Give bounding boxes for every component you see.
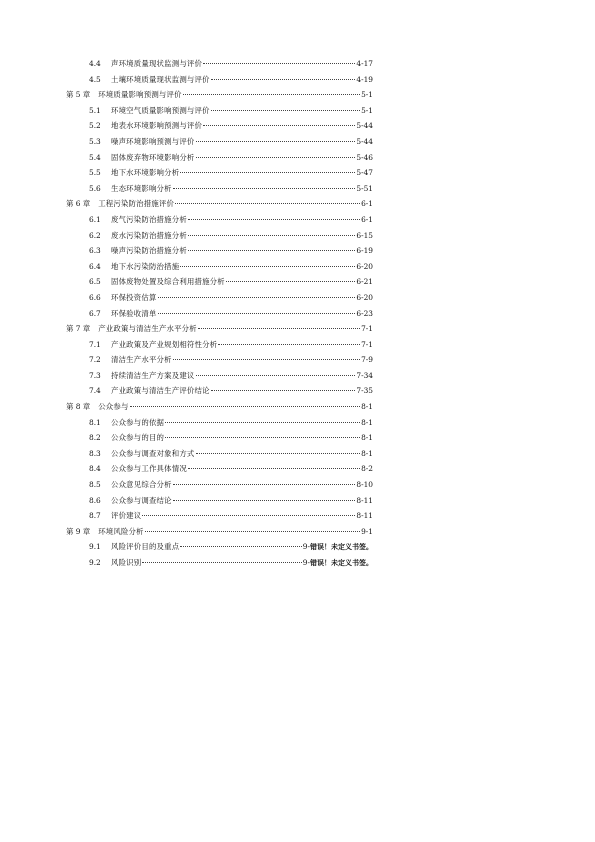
toc-section-entry[interactable]	[66, 56, 373, 72]
toc-entry-page	[361, 321, 373, 337]
toc-entry-page	[361, 337, 373, 353]
toc-entry-page	[356, 243, 373, 259]
toc-section-entry[interactable]	[66, 306, 373, 322]
toc-section-entry[interactable]	[66, 181, 373, 197]
toc-entry-title: 公众意见综合分析	[111, 480, 172, 490]
toc-chapter-entry[interactable]	[66, 196, 373, 212]
toc-page-number: 6-15	[356, 230, 373, 240]
toc-entry-page	[361, 103, 373, 119]
toc-page-number: 5-1	[361, 90, 373, 100]
toc-section-entry[interactable]	[66, 555, 373, 571]
toc-entry-title: 噪声环境影响预测与评价	[111, 136, 195, 146]
toc-page-number: 6-20	[356, 292, 373, 302]
toc-entry-title: 固体废弃物环境影响分析	[111, 152, 195, 162]
toc-entry-title: 评价建议	[111, 511, 142, 521]
toc-entry-number: 6.3	[89, 246, 101, 256]
toc-entry-title: 废气污染防治措施分析	[111, 214, 187, 224]
toc-page-number: 6-20	[356, 261, 373, 271]
toc-entry-number: 第 9 章	[66, 526, 91, 536]
toc-section-entry[interactable]	[66, 352, 373, 368]
toc-page-number: 8-1	[361, 402, 373, 412]
toc-page-number: 7-1	[361, 339, 373, 349]
toc-dot-leader	[158, 313, 356, 314]
toc-section-entry[interactable]	[66, 539, 373, 555]
toc-entry-page	[361, 87, 373, 103]
toc-section-entry[interactable]	[66, 118, 373, 134]
toc-entry-page	[356, 508, 373, 524]
toc-page-number: 8-1	[361, 448, 373, 458]
bookmark-error-text: 错误！未定义书签。	[310, 559, 373, 567]
toc-dot-leader	[196, 141, 356, 142]
toc-dot-leader	[203, 125, 355, 126]
toc-dot-leader	[183, 94, 360, 95]
toc-entry-page	[361, 352, 373, 368]
toc-dot-leader	[173, 484, 356, 485]
toc-dot-leader	[145, 531, 360, 532]
toc-dot-leader	[188, 219, 360, 220]
toc-dot-leader	[196, 157, 356, 158]
toc-section-entry[interactable]	[66, 165, 373, 181]
toc-chapter-entry[interactable]	[66, 321, 373, 337]
toc-entry-number: 8.2	[89, 433, 101, 443]
toc-dot-leader	[130, 406, 361, 407]
toc-page-number: 9-	[302, 558, 310, 567]
toc-dot-leader	[211, 79, 356, 80]
toc-entry-page	[356, 72, 373, 88]
toc-page-number: 5-51	[356, 183, 373, 193]
toc-entry-page	[356, 118, 373, 134]
toc-entry-page	[361, 399, 373, 415]
toc-entry-number: 7.3	[89, 370, 101, 380]
toc-section-entry[interactable]	[66, 508, 373, 524]
toc-page-number: 7-34	[356, 370, 373, 380]
toc-entry-title: 清洁生产水平分析	[111, 355, 172, 365]
toc-entry-title: 公众参与调查结论	[111, 495, 172, 505]
toc-page-number: 8-11	[356, 511, 373, 521]
toc-entry-title: 环境质量影响预测与评价	[98, 90, 182, 100]
toc-page-number: 8-10	[356, 480, 373, 490]
toc-dot-leader	[142, 515, 355, 516]
toc-page-number: 4-19	[356, 74, 373, 84]
toc-page-number: 8-11	[356, 495, 373, 505]
toc-section-entry[interactable]	[66, 72, 373, 88]
toc-entry-number: 5.1	[89, 105, 101, 115]
toc-entry-page	[303, 555, 373, 572]
toc-page-number: 6-23	[356, 308, 373, 318]
toc-page-number: 5-47	[356, 168, 373, 178]
toc-entry-page	[356, 228, 373, 244]
toc-dot-leader	[196, 375, 356, 376]
bookmark-error-text: 错误！未定义书签。	[310, 543, 373, 552]
toc-section-entry[interactable]	[66, 290, 373, 306]
toc-entry-title: 公众参与调查对象和方式	[111, 448, 195, 458]
toc-page-number: 6-19	[356, 246, 373, 256]
toc-entry-page	[361, 446, 373, 462]
toc-entry-number: 4.5	[89, 74, 101, 84]
toc-entry-number: 5.3	[89, 136, 101, 146]
toc-entry-number: 8.1	[89, 417, 101, 427]
toc-dot-leader	[165, 422, 360, 423]
toc-section-entry[interactable]	[66, 228, 373, 244]
table-of-contents	[66, 56, 373, 571]
toc-section-entry[interactable]	[66, 212, 373, 228]
toc-section-entry[interactable]	[66, 150, 373, 166]
toc-entry-page	[361, 430, 373, 446]
toc-dot-leader	[180, 266, 355, 267]
toc-dot-leader	[180, 172, 355, 173]
toc-section-entry[interactable]	[66, 477, 373, 493]
toc-entry-title: 产业政策及产业规划相符性分析	[111, 339, 218, 349]
toc-entry-page	[356, 274, 373, 290]
toc-entry-page	[356, 306, 373, 322]
toc-page-number: 5-44	[356, 136, 373, 146]
toc-section-entry[interactable]	[66, 103, 373, 119]
toc-entry-number: 8.4	[89, 464, 101, 474]
toc-entry-number: 5.5	[89, 168, 101, 178]
toc-entry-title: 公众参与	[98, 402, 129, 412]
toc-entry-page	[356, 165, 373, 181]
toc-entry-page	[303, 539, 373, 556]
toc-entry-title: 产业政策与清洁生产水平分析	[98, 324, 197, 334]
toc-entry-page	[356, 493, 373, 509]
toc-entry-page	[361, 524, 373, 540]
toc-section-entry[interactable]	[66, 461, 373, 477]
toc-page-number: 7-9	[361, 355, 373, 365]
toc-entry-number: 7.4	[89, 386, 101, 396]
toc-entry-page	[356, 150, 373, 166]
toc-entry-title: 环境风险分析	[98, 526, 144, 536]
toc-entry-page	[356, 290, 373, 306]
toc-section-entry[interactable]	[66, 368, 373, 384]
toc-entry-title: 土壤环境质量现状监测与评价	[111, 74, 210, 84]
toc-entry-number: 6.7	[89, 308, 101, 318]
toc-chapter-entry[interactable]	[66, 399, 373, 415]
toc-entry-number: 6.1	[89, 214, 101, 224]
toc-page-number: 4-17	[356, 59, 373, 68]
toc-entry-number: 第 6 章	[66, 199, 91, 209]
toc-dot-leader	[175, 203, 360, 204]
toc-entry-number: 7.2	[89, 355, 101, 365]
toc-entry-title: 持续清洁生产方案及建议	[111, 370, 195, 380]
toc-dot-leader	[226, 281, 356, 282]
toc-page-number: 5-44	[356, 121, 373, 131]
toc-page-number: 8-2	[361, 464, 373, 474]
toc-section-entry[interactable]	[66, 243, 373, 259]
toc-entry-title: 公众参与的依据	[111, 417, 165, 427]
toc-entry-title: 地表水环境影响预测与评价	[111, 121, 203, 131]
toc-entry-title: 声环境质量现状监测与评价	[111, 59, 203, 68]
toc-entry-title: 风险识别	[111, 558, 142, 567]
toc-entry-number: 第 7 章	[66, 324, 91, 334]
toc-entry-title: 风险评价目的及重点	[111, 542, 180, 552]
toc-page-number: 6-1	[361, 214, 373, 224]
toc-entry-number: 5.2	[89, 121, 101, 131]
toc-entry-number: 6.4	[89, 261, 101, 271]
toc-entry-page	[361, 415, 373, 431]
toc-entry-number: 8.7	[89, 511, 101, 521]
toc-entry-page	[356, 368, 373, 384]
toc-entry-title: 固体废物处置及综合利用措施分析	[111, 277, 225, 287]
toc-chapter-entry[interactable]	[66, 524, 373, 540]
toc-dot-leader	[142, 562, 301, 563]
toc-dot-leader	[188, 250, 355, 251]
toc-entry-number: 8.6	[89, 495, 101, 505]
toc-section-entry[interactable]	[66, 383, 373, 399]
toc-dot-leader	[196, 453, 361, 454]
toc-entry-title: 地下水污染防治措施	[111, 261, 180, 271]
toc-dot-leader	[203, 63, 355, 64]
toc-section-entry[interactable]	[66, 415, 373, 431]
toc-section-entry[interactable]	[66, 446, 373, 462]
toc-entry-page	[361, 212, 373, 228]
toc-entry-page	[356, 259, 373, 275]
toc-page-number: 6-21	[356, 277, 373, 287]
toc-dot-leader	[211, 110, 360, 111]
toc-entry-number: 6.2	[89, 230, 101, 240]
toc-entry-page	[356, 477, 373, 493]
toc-entry-number: 8.5	[89, 480, 101, 490]
toc-dot-leader	[173, 359, 360, 360]
toc-section-entry[interactable]	[66, 274, 373, 290]
toc-entry-number: 4.4	[89, 59, 101, 68]
toc-entry-title: 环保验收清单	[111, 308, 157, 318]
toc-dot-leader	[198, 328, 360, 329]
toc-dot-leader	[211, 390, 356, 391]
toc-entry-title: 公众参与工作具体情况	[111, 464, 187, 474]
toc-page-number: 7-35	[356, 386, 373, 396]
toc-section-entry[interactable]	[66, 337, 373, 353]
toc-entry-page	[361, 461, 373, 477]
toc-dot-leader	[188, 468, 360, 469]
toc-section-entry[interactable]	[66, 493, 373, 509]
toc-dot-leader	[158, 297, 356, 298]
toc-entry-page	[356, 181, 373, 197]
toc-page-number: 5-46	[356, 152, 373, 162]
toc-entry-number: 7.1	[89, 339, 101, 349]
toc-entry-title: 噪声污染防治措施分析	[111, 246, 187, 256]
toc-page-number: 9-	[302, 542, 310, 552]
toc-entry-title: 环境空气质量影响预测与评价	[111, 105, 210, 115]
toc-entry-title: 产业政策与清洁生产评价结论	[111, 386, 210, 396]
toc-page-number: 6-1	[361, 199, 373, 209]
toc-page-number: 5-1	[361, 105, 373, 115]
toc-entry-number: 5.6	[89, 183, 101, 193]
toc-entry-number: 6.6	[89, 292, 101, 302]
toc-page-number: 8-1	[361, 417, 373, 427]
toc-entry-page	[356, 134, 373, 150]
toc-dot-leader	[165, 437, 360, 438]
toc-section-entry[interactable]	[66, 259, 373, 275]
toc-entry-page	[361, 196, 373, 212]
toc-page-number: 7-1	[361, 324, 373, 334]
toc-dot-leader	[188, 235, 355, 236]
toc-section-entry[interactable]	[66, 134, 373, 150]
toc-entry-title: 地下水环境影响分析	[111, 168, 180, 178]
toc-dot-leader	[180, 546, 301, 547]
toc-page-number: 9-1	[361, 526, 373, 536]
toc-entry-page	[356, 56, 373, 72]
toc-entry-number: 5.4	[89, 152, 101, 162]
toc-entry-title: 工程污染防治措施评价	[98, 199, 175, 209]
toc-entry-number: 9.2	[89, 558, 101, 567]
toc-dot-leader	[173, 500, 356, 501]
toc-entry-number: 9.1	[89, 542, 101, 552]
toc-dot-leader	[218, 344, 360, 345]
toc-chapter-entry[interactable]	[66, 87, 373, 103]
toc-entry-number: 8.3	[89, 448, 101, 458]
toc-page-number: 8-1	[361, 433, 373, 443]
toc-dot-leader	[173, 188, 356, 189]
toc-entry-number: 6.5	[89, 277, 101, 287]
toc-entry-title: 公众参与的目的	[111, 433, 165, 443]
toc-section-entry[interactable]	[66, 430, 373, 446]
toc-entry-page	[356, 383, 373, 399]
toc-entry-number: 第 8 章	[66, 402, 91, 412]
toc-entry-number: 第 5 章	[66, 90, 91, 100]
toc-entry-title: 生态环境影响分析	[111, 183, 172, 193]
toc-entry-title: 废水污染防治措施分析	[111, 230, 187, 240]
toc-entry-title: 环保投资估算	[111, 292, 157, 302]
